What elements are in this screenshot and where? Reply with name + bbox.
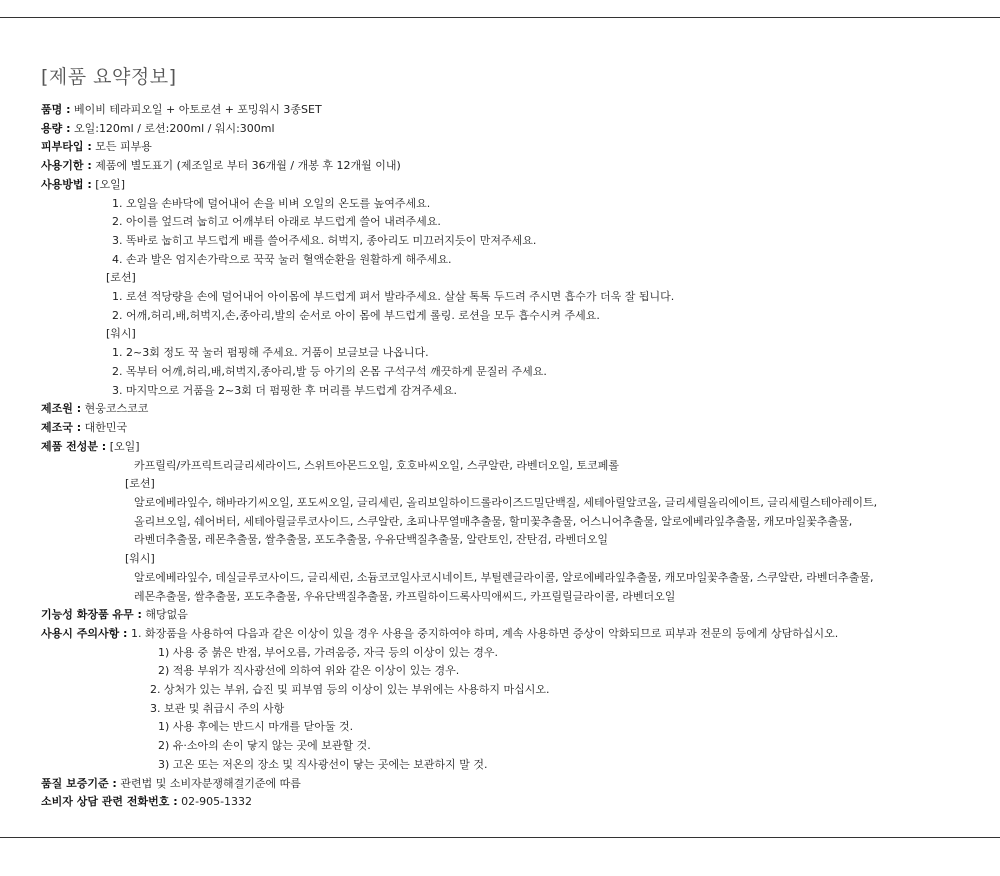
- usage-oil-step: 1. 오일을 손바닥에 덜어내어 손을 비벼 오일의 온도를 높여주세요.: [112, 197, 431, 210]
- ingredients-wash-line: 알로에베라잎수, 데실글루코사이드, 글리세린, 소듐코코일사코시네이트, 부틸렌글라이콜, 알로에베라잎추출물, 캐모마일꽃추출물, 스쿠알란, 라벤더추출물,: [134, 571, 874, 584]
- usage-lotion-tag: [로션]: [106, 271, 136, 284]
- quality-row: [41, 777, 301, 791]
- ingredients-oil-tag: [오일]: [106, 440, 140, 453]
- manufacturer-row: [41, 402, 148, 416]
- caution-first-sub: 1) 사용 중 붉은 반점, 부어오름, 가려움증, 자극 등의 이상이 있는 경우.: [158, 646, 499, 659]
- usage-oil-step: 2. 아이를 엎드려 눕히고 어깨부터 아래로 부드럽게 쓸어 내려주세요.: [112, 215, 441, 228]
- functional-row: [41, 608, 188, 622]
- usage-wash-step: 1. 2~3회 정도 꾹 눌러 펌핑해 주세요. 거품이 보글보글 나옵니다.: [112, 346, 429, 359]
- country-row: [41, 421, 127, 435]
- usage-wash-step: 3. 마지막으로 거품을 2~3회 더 펌핑한 후 머리를 부드럽게 감겨주세요.: [112, 384, 457, 397]
- manufacturer-value: 현웅코스코코: [81, 402, 149, 415]
- expiry-label: 사용기한 :: [41, 159, 92, 172]
- usage-row: [41, 178, 125, 192]
- usage-wash-tag: [워시]: [106, 327, 136, 340]
- quality-label: 품질 보증기준 :: [41, 777, 117, 790]
- page-title: [제품 요약정보]: [41, 66, 177, 88]
- skin-type-value: 모든 피부용: [91, 140, 152, 153]
- ingredients-lotion-line: 라벤더추출물, 레몬추출물, 쌀추출물, 포도추출물, 우유단백질추출물, 알란토인, 잔탄검, 라벤더오일: [134, 533, 608, 546]
- usage-oil-tag: [오일]: [91, 178, 126, 191]
- contact-row: [41, 795, 252, 809]
- skin-type-label: 피부타입 :: [41, 140, 92, 153]
- functional-value: 해당없음: [141, 608, 188, 621]
- usage-wash-step: 2. 목부터 어깨,허리,배,허벅지,종아리,발 등 아기의 온몸 구석구석 깨끗하게 문질러 주세요.: [112, 365, 547, 378]
- ingredients-wash-line: 레몬추출물, 쌀추출물, 포도추출물, 우유단백질추출물, 카프릴하이드록사믹애씨드, 카프릴릴글라이콜, 라벤더오일: [134, 590, 676, 603]
- volume-row: [41, 122, 275, 136]
- usage-oil-step: 3. 똑바로 눕히고 부드럽게 배를 쓸어주세요. 허벅지, 종아리도 미끄러지듯이 만져주세요.: [112, 234, 537, 247]
- ingredients-lotion-line: 올리브오일, 쉐어버터, 세테아릴글루코사이드, 스쿠알란, 초피나무열매추출물, 할미꽃추출물, 어스니어추출물, 알로에베라잎추출물, 캐모마일꽃추출물,: [134, 515, 853, 528]
- caution-first-sub: 2) 적용 부위가 직사광선에 의하여 위와 같은 이상이 있는 경우.: [158, 664, 460, 677]
- ingredients-lotion-line: 알로에베라잎수, 해바라기씨오일, 포도씨오일, 글리세린, 올리보일하이드롤라이즈드밀단백질, 세테아릴알코올, 글리세릴올리에이트, 글리세릴스테아레이트,: [134, 496, 878, 509]
- ingredients-wash-tag: [워시]: [125, 552, 155, 565]
- bottom-divider: [0, 837, 1000, 838]
- product-name-value: 베이비 테라피오일 + 아토로션 + 포밍워시 3종SET: [70, 103, 322, 116]
- product-name-label: 품명 :: [41, 103, 71, 116]
- caution-label: 사용시 주의사항 :: [41, 627, 128, 640]
- ingredients-oil-line: 카프릴릭/카프릭트리글리세라이드, 스위트아몬드오일, 호호바씨오일, 스쿠알란, 라벤더오일, 토코페롤: [134, 459, 619, 472]
- functional-label: 기능성 화장품 유무 :: [41, 608, 142, 621]
- caution-third-sub: 1) 사용 후에는 반드시 마개를 닫아둘 것.: [158, 720, 354, 733]
- manufacturer-label: 제조원 :: [41, 402, 82, 415]
- product-name-row: [41, 103, 322, 117]
- country-label: 제조국 :: [41, 421, 82, 434]
- skin-type-row: [41, 140, 152, 154]
- country-value: 대한민국: [81, 421, 128, 434]
- contact-label: 소비자 상담 관련 전화번호 :: [41, 795, 178, 808]
- contact-phone: 02-905-1332: [177, 795, 253, 808]
- quality-value: 관련법 및 소비자분쟁해결기준에 따름: [116, 777, 301, 790]
- ingredients-row: [41, 440, 140, 454]
- usage-lotion-step: 2. 어깨,허리,배,허벅지,손,종아리,발의 순서로 아이 몸에 부드럽게 롤링. 로션을 모두 흡수시켜 주세요.: [112, 309, 600, 322]
- top-divider: [0, 17, 1000, 18]
- caution-third-sub: 3) 고온 또는 저온의 장소 및 직사광선이 닿는 곳에는 보관하지 말 것.: [158, 758, 488, 771]
- usage-label: 사용방법 :: [41, 178, 92, 191]
- caution-second: 2. 상처가 있는 부위, 습진 및 피부염 등의 이상이 있는 부위에는 사용하지 마십시오.: [150, 683, 550, 696]
- usage-lotion-step: 1. 로션 적당량을 손에 덜어내어 아이몸에 부드럽게 펴서 발라주세요. 살살 톡톡 두드려 주시면 흡수가 더욱 잘 됩니다.: [112, 290, 675, 303]
- caution-third-sub: 2) 유·소아의 손이 닿지 않는 곳에 보관할 것.: [158, 739, 371, 752]
- ingredients-lotion-tag: [로션]: [125, 477, 155, 490]
- caution-row: [41, 627, 838, 641]
- caution-third: 3. 보관 및 취급시 주의 사항: [150, 702, 285, 715]
- ingredients-label: 제품 전성분 :: [41, 440, 107, 453]
- usage-oil-step: 4. 손과 발은 엄지손가락으로 꾹꾹 눌러 혈액순환을 원활하게 해주세요.: [112, 253, 452, 266]
- volume-label: 용량 :: [41, 122, 71, 135]
- expiry-value: 제품에 별도표기 (제조일로 부터 36개월 / 개봉 후 12개월 이내): [91, 159, 401, 172]
- caution-first: 1. 화장품을 사용하여 다음과 같은 이상이 있을 경우 사용을 중지하여야 하며, 계속 사용하면 증상이 악화되므로 피부과 전문의 등에게 상담하십시오.: [127, 627, 839, 640]
- expiry-row: [41, 159, 401, 173]
- volume-value: 오일:120ml / 로션:200ml / 워시:300ml: [70, 122, 275, 135]
